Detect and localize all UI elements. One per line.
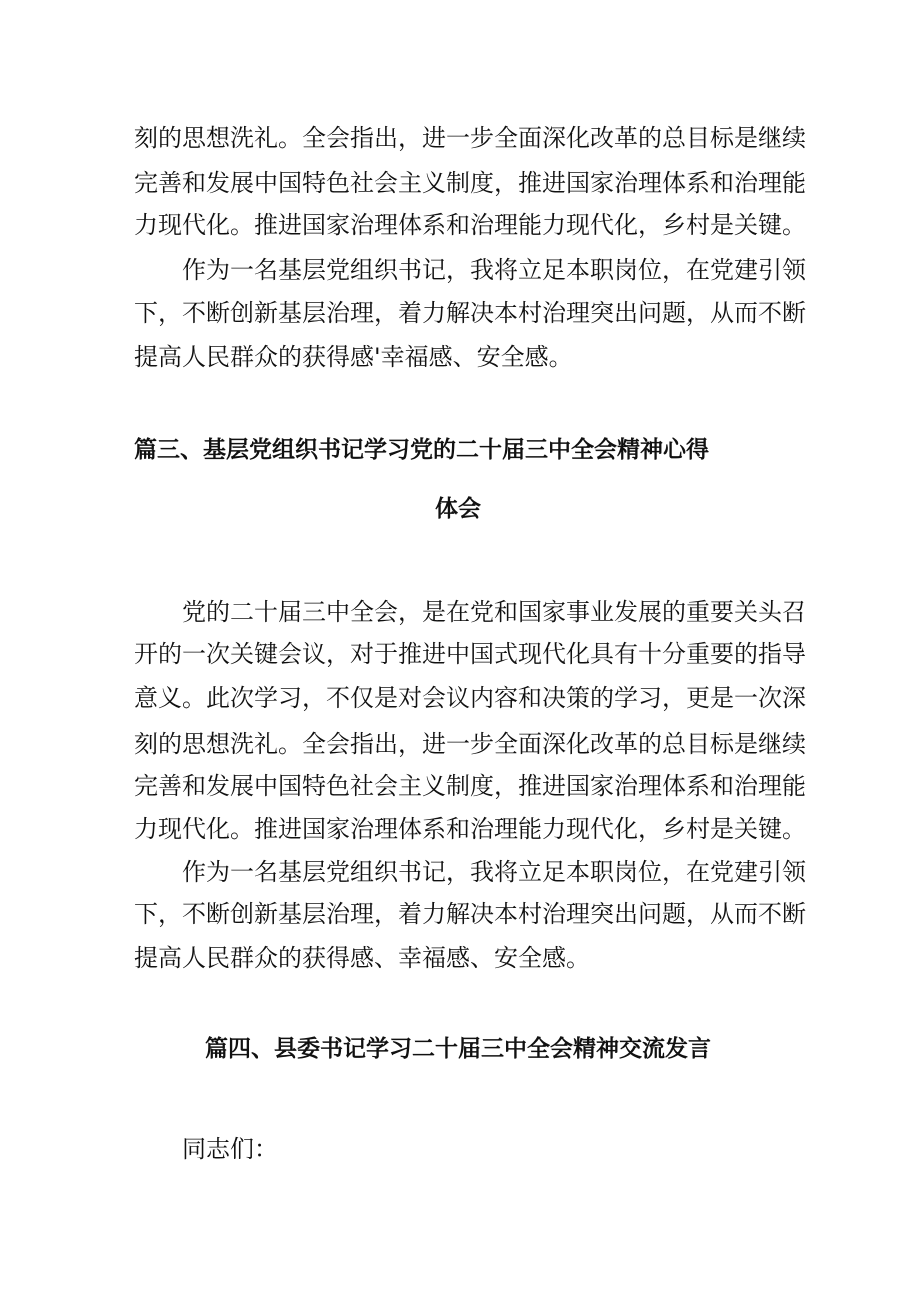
paragraph-line: 力现代化。推进国家治理体系和治理能力现代化，乡村是关键。 [134, 815, 806, 843]
paragraph-line: 开的一次关键会议，对于推进中国式现代化具有十分重要的指导 [134, 640, 806, 668]
greeting: 同志们： [182, 1135, 278, 1163]
section-heading-continued: 体会 [435, 496, 481, 522]
paragraph-line: 刻的思想洗礼。全会指出，进一步全面深化改革的总目标是继续 [134, 124, 806, 152]
paragraph-line: 提高人民群众的获得感、幸福感、安全感。 [134, 944, 590, 972]
paragraph-line: 力现代化。推进国家治理体系和治理能力现代化，乡村是关键。 [134, 211, 806, 239]
paragraph-line: 党的二十届三中全会，是在党和国家事业发展的重要关头召 [182, 598, 806, 626]
paragraph-line: 完善和发展中国特色社会主义制度，推进国家治理体系和治理能 [134, 169, 806, 197]
paragraph-line: 刻的思想洗礼。全会指出，进一步全面深化改革的总目标是继续 [134, 730, 806, 758]
section-heading: 篇三、基层党组织书记学习党的二十届三中全会精神心得 [134, 437, 709, 463]
paragraph-line: 提高人民群众的获得感'幸福感、安全感。 [134, 343, 573, 371]
paragraph-line: 下，不断创新基层治理，着力解决本村治理突出问题，从而不断 [134, 299, 806, 327]
paragraph-line: 意义。此次学习，不仅是对会议内容和决策的学习，更是一次深 [134, 684, 806, 712]
section-heading: 篇四、县委书记学习二十届三中全会精神交流发言 [205, 1036, 711, 1062]
paragraph-line: 完善和发展中国特色社会主义制度，推进国家治理体系和治理能 [134, 772, 806, 800]
paragraph-line: 下，不断创新基层治理，着力解决本村治理突出问题，从而不断 [134, 900, 806, 928]
paragraph-line: 作为一名基层党组织书记，我将立足本职岗位，在党建引领 [182, 256, 806, 284]
paragraph-line: 作为一名基层党组织书记，我将立足本职岗位，在党建引领 [182, 858, 806, 886]
